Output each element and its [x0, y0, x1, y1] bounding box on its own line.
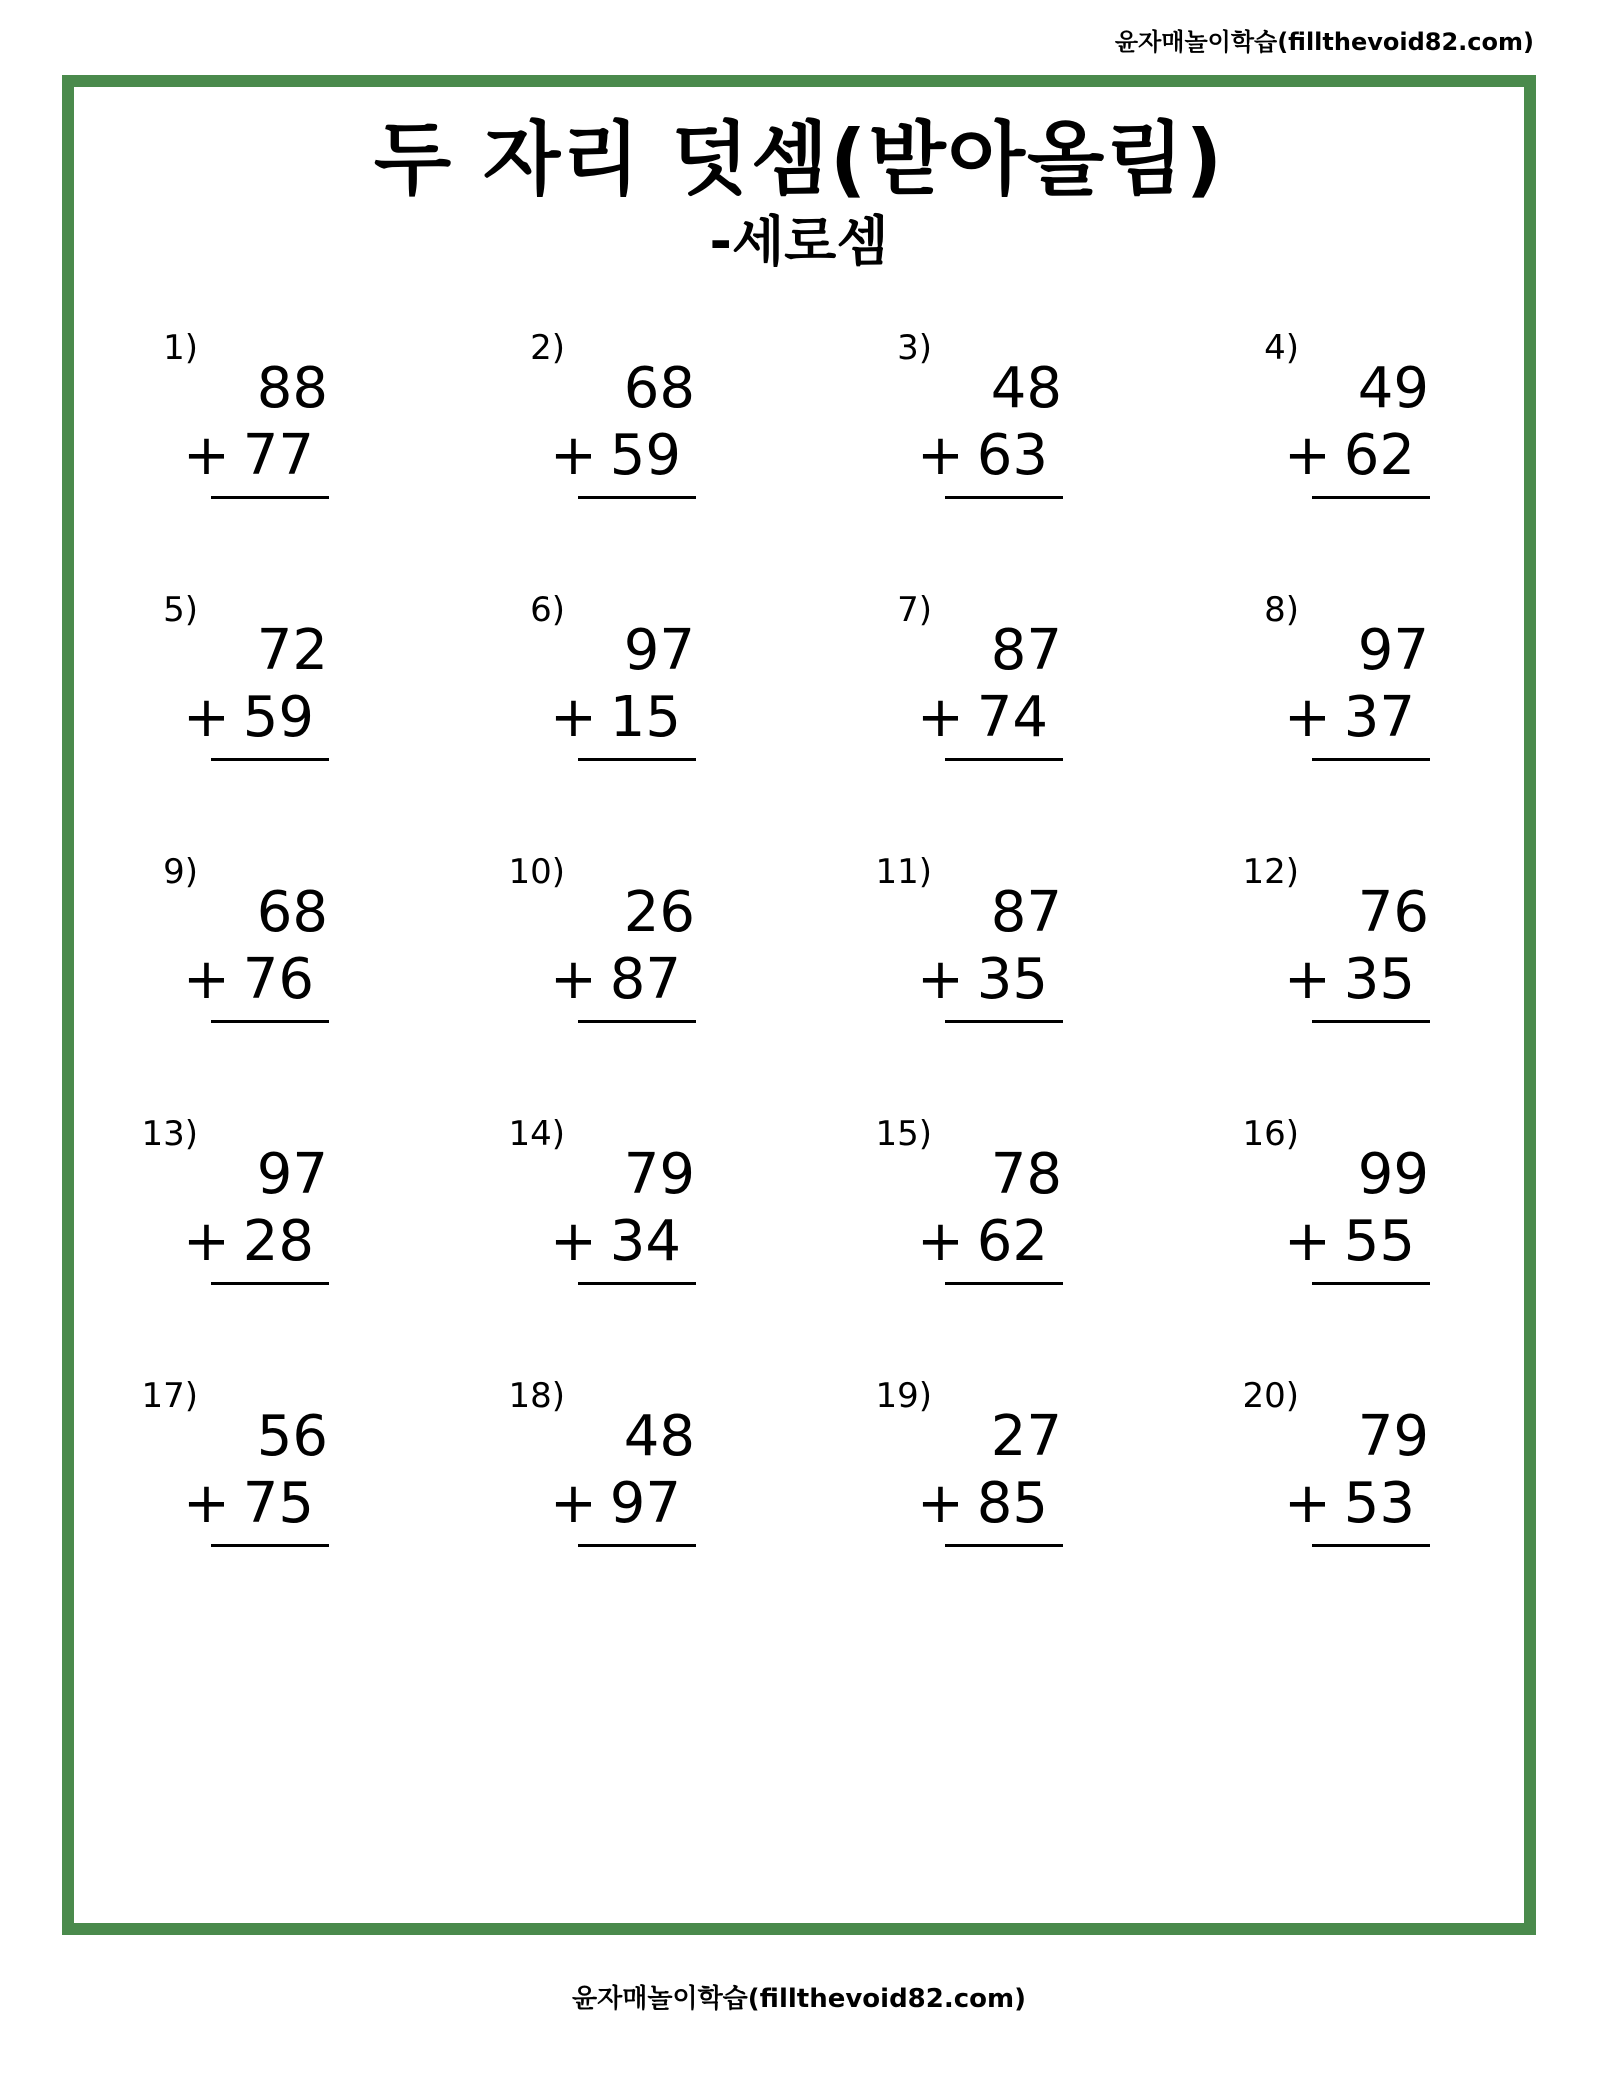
plus-sign: + — [550, 947, 597, 1012]
top-addend: 97 — [1357, 618, 1429, 683]
bottom-addend: 35 — [976, 947, 1048, 1012]
problem-number: 9) — [163, 852, 198, 892]
bottom-row — [550, 947, 695, 1013]
problem-number: 18) — [508, 1376, 565, 1416]
answer-line — [1312, 758, 1430, 761]
plus-sign: + — [183, 685, 230, 750]
plus-sign: + — [550, 1471, 597, 1536]
bottom-addend: 97 — [609, 1471, 681, 1536]
problem-11 — [862, 852, 1062, 1042]
bottom-row — [183, 1209, 328, 1275]
top-addend: 48 — [623, 1404, 695, 1469]
bottom-addend: 55 — [1343, 1209, 1415, 1274]
top-addend: 72 — [256, 618, 328, 683]
plus-sign: + — [550, 685, 597, 750]
top-addend: 68 — [623, 356, 695, 421]
problem-number: 5) — [163, 590, 198, 630]
problem-number: 10) — [508, 852, 565, 892]
bottom-addend: 59 — [609, 423, 681, 488]
problem-number: 8) — [1264, 590, 1299, 630]
bottom-row — [917, 685, 1062, 751]
problem-9 — [128, 852, 328, 1042]
answer-line — [211, 1544, 329, 1547]
bottom-row — [183, 423, 328, 489]
problem-2 — [495, 328, 695, 518]
header-credit: 윤자매놀이학습(fillthevoid82.com) — [1114, 28, 1534, 56]
plus-sign: + — [917, 1471, 964, 1536]
problem-6 — [495, 590, 695, 780]
problem-number: 7) — [897, 590, 932, 630]
answer-line — [1312, 1544, 1430, 1547]
problem-number: 6) — [530, 590, 565, 630]
top-addend: 68 — [256, 880, 328, 945]
bottom-row — [1284, 947, 1429, 1013]
top-addend: 56 — [256, 1404, 328, 1469]
problem-17 — [128, 1376, 328, 1566]
plus-sign: + — [1284, 685, 1331, 750]
answer-line — [945, 496, 1063, 499]
problem-number: 12) — [1242, 852, 1299, 892]
answer-line — [211, 1020, 329, 1023]
problem-number: 20) — [1242, 1376, 1299, 1416]
problem-number: 11) — [875, 852, 932, 892]
bottom-row — [550, 1209, 695, 1275]
problem-5 — [128, 590, 328, 780]
plus-sign: + — [917, 947, 964, 1012]
top-addend: 99 — [1357, 1142, 1429, 1207]
problem-19 — [862, 1376, 1062, 1566]
worksheet-title: 두 자리 덧셈(받아올림) — [373, 113, 1225, 206]
bottom-row — [183, 947, 328, 1013]
problem-number: 2) — [530, 328, 565, 368]
answer-line — [211, 1282, 329, 1285]
problem-number: 19) — [875, 1376, 932, 1416]
answer-line — [578, 1544, 696, 1547]
bottom-row — [183, 1471, 328, 1537]
answer-line — [945, 1020, 1063, 1023]
plus-sign: + — [550, 423, 597, 488]
bottom-addend: 87 — [609, 947, 681, 1012]
answer-line — [578, 1282, 696, 1285]
answer-line — [945, 1544, 1063, 1547]
bottom-addend: 74 — [976, 685, 1048, 750]
problem-1 — [128, 328, 328, 518]
top-addend: 49 — [1357, 356, 1429, 421]
bottom-row — [1284, 685, 1429, 751]
bottom-addend: 59 — [242, 685, 314, 750]
plus-sign: + — [183, 423, 230, 488]
bottom-addend: 35 — [1343, 947, 1415, 1012]
answer-line — [1312, 1020, 1430, 1023]
answer-line — [1312, 496, 1430, 499]
top-addend: 97 — [256, 1142, 328, 1207]
bottom-row — [1284, 423, 1429, 489]
answer-line — [945, 1282, 1063, 1285]
top-addend: 27 — [990, 1404, 1062, 1469]
bottom-addend: 77 — [242, 423, 314, 488]
problem-13 — [128, 1114, 328, 1304]
bottom-row — [917, 947, 1062, 1013]
top-addend: 76 — [1357, 880, 1429, 945]
bottom-addend: 53 — [1343, 1471, 1415, 1536]
top-addend: 79 — [1357, 1404, 1429, 1469]
plus-sign: + — [183, 1209, 230, 1274]
bottom-row — [550, 1471, 695, 1537]
top-addend: 87 — [990, 880, 1062, 945]
top-addend: 48 — [990, 356, 1062, 421]
answer-line — [945, 758, 1063, 761]
problem-4 — [1229, 328, 1429, 518]
problem-number: 16) — [1242, 1114, 1299, 1154]
plus-sign: + — [183, 1471, 230, 1536]
problem-number: 14) — [508, 1114, 565, 1154]
problem-12 — [1229, 852, 1429, 1042]
worksheet-subtitle: -세로셈 — [709, 210, 889, 273]
problem-number: 3) — [897, 328, 932, 368]
answer-line — [578, 1020, 696, 1023]
problem-20 — [1229, 1376, 1429, 1566]
problem-number: 15) — [875, 1114, 932, 1154]
plus-sign: + — [550, 1209, 597, 1274]
problem-number: 4) — [1264, 328, 1299, 368]
plus-sign: + — [917, 1209, 964, 1274]
problem-15 — [862, 1114, 1062, 1304]
top-addend: 87 — [990, 618, 1062, 683]
problem-3 — [862, 328, 1062, 518]
top-addend: 26 — [623, 880, 695, 945]
bottom-row — [1284, 1209, 1429, 1275]
problem-10 — [495, 852, 695, 1042]
bottom-row — [917, 423, 1062, 489]
plus-sign: + — [1284, 947, 1331, 1012]
problem-7 — [862, 590, 1062, 780]
bottom-addend: 76 — [242, 947, 314, 1012]
bottom-addend: 62 — [976, 1209, 1048, 1274]
top-addend: 79 — [623, 1142, 695, 1207]
plus-sign: + — [1284, 1209, 1331, 1274]
plus-sign: + — [917, 685, 964, 750]
top-addend: 88 — [256, 356, 328, 421]
top-addend: 97 — [623, 618, 695, 683]
problem-14 — [495, 1114, 695, 1304]
bottom-row — [917, 1471, 1062, 1537]
problem-number: 1) — [163, 328, 198, 368]
bottom-addend: 34 — [609, 1209, 681, 1274]
bottom-row — [917, 1209, 1062, 1275]
plus-sign: + — [1284, 1471, 1331, 1536]
bottom-addend: 62 — [1343, 423, 1415, 488]
answer-line — [578, 758, 696, 761]
problem-number: 17) — [141, 1376, 198, 1416]
plus-sign: + — [917, 423, 964, 488]
bottom-row — [1284, 1471, 1429, 1537]
bottom-addend: 37 — [1343, 685, 1415, 750]
top-addend: 78 — [990, 1142, 1062, 1207]
plus-sign: + — [1284, 423, 1331, 488]
problem-8 — [1229, 590, 1429, 780]
answer-line — [211, 758, 329, 761]
answer-line — [211, 496, 329, 499]
bottom-addend: 75 — [242, 1471, 314, 1536]
problem-16 — [1229, 1114, 1429, 1304]
bottom-row — [550, 685, 695, 751]
problem-18 — [495, 1376, 695, 1566]
problem-number: 13) — [141, 1114, 198, 1154]
plus-sign: + — [183, 947, 230, 1012]
bottom-addend: 63 — [976, 423, 1048, 488]
footer-credit: 윤자매놀이학습(fillthevoid82.com) — [571, 1984, 1026, 2014]
bottom-addend: 15 — [609, 685, 681, 750]
bottom-addend: 28 — [242, 1209, 314, 1274]
bottom-row — [183, 685, 328, 751]
answer-line — [578, 496, 696, 499]
answer-line — [1312, 1282, 1430, 1285]
bottom-row — [550, 423, 695, 489]
bottom-addend: 85 — [976, 1471, 1048, 1536]
